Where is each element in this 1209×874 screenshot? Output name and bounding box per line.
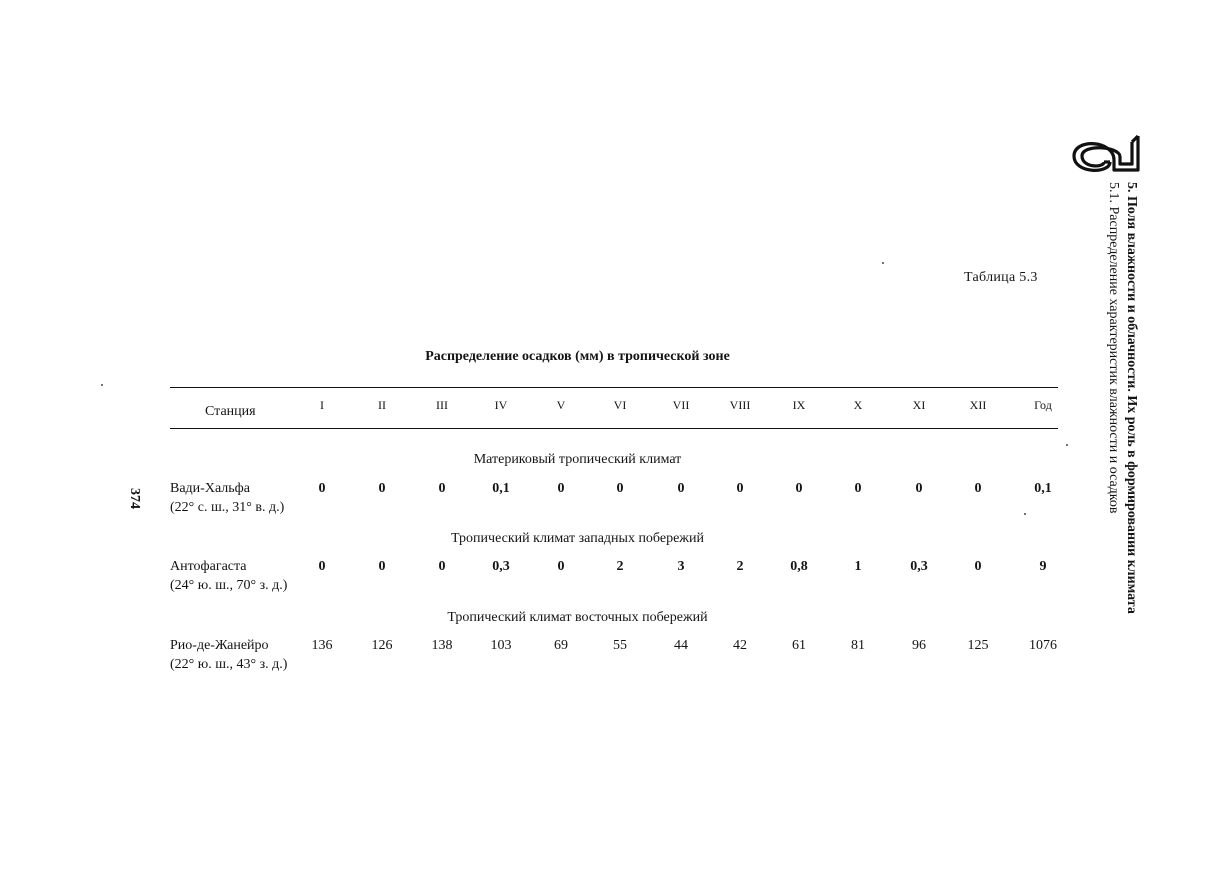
section-title: Материковый тропический климат — [473, 452, 682, 467]
table-cell: 0 — [378, 559, 386, 574]
table-cell: 3 — [677, 559, 685, 574]
station-coords: (24° ю. ш., 70° з. д.) — [170, 578, 288, 593]
table-title: Распределение осадков (мм) в тропической зоне — [425, 349, 730, 364]
table-cell: 0 — [318, 481, 326, 496]
table-cell: 0,8 — [790, 559, 808, 574]
header-month: X — [853, 398, 863, 412]
table-cell: 0 — [378, 481, 386, 496]
table-label: Таблица 5.3 — [964, 270, 1038, 285]
table-cell: 81 — [851, 638, 865, 653]
table-cell: 126 — [371, 638, 393, 653]
section-title: Тропический климат западных побережий — [451, 531, 704, 546]
table-cell: 0,3 — [492, 559, 510, 574]
table-cell: 0 — [915, 481, 923, 496]
table-cell: 2 — [736, 559, 744, 574]
scan-speck — [1066, 444, 1068, 446]
station-coords: (22° с. ш., 31° в. д.) — [170, 500, 285, 515]
table-cell: 0 — [438, 559, 446, 574]
table-cell: 0 — [557, 481, 565, 496]
running-title: 5. Поля влажности и облачности. Их роль в формировании климата — [1124, 182, 1139, 614]
running-head — [1105, 182, 1145, 652]
table-cell: 1076 — [1029, 638, 1057, 653]
table-cell: 0 — [438, 481, 446, 496]
table-cell: 61 — [792, 638, 806, 653]
scan-speck — [882, 262, 884, 264]
table-cell: 96 — [912, 638, 926, 653]
header-month: IV — [494, 398, 508, 412]
table-cell: 138 — [431, 638, 453, 653]
table-cell: 0 — [557, 559, 565, 574]
table-header-rule — [170, 428, 1058, 429]
table-header-row — [170, 398, 1058, 422]
table-cell: 0 — [795, 481, 803, 496]
table-cell: 0 — [677, 481, 685, 496]
station-name: Вади-Хальфа — [170, 481, 250, 496]
header-month: VI — [613, 398, 627, 412]
header-month: III — [436, 398, 448, 412]
table-cell: 136 — [311, 638, 333, 653]
table-cell: 0,1 — [492, 481, 510, 496]
header-month: I — [320, 398, 324, 412]
table-cell: 125 — [967, 638, 989, 653]
header-month: XII — [969, 398, 987, 412]
header-month: VII — [672, 398, 690, 412]
scan-speck — [101, 384, 103, 386]
table-row — [170, 481, 1058, 521]
header-month: XI — [912, 398, 926, 412]
header-month: II — [378, 398, 386, 412]
chapter-number-icon — [1070, 132, 1142, 178]
table-cell: 0 — [974, 481, 982, 496]
table-cell: 69 — [554, 638, 568, 653]
table-cell: 9 — [1039, 559, 1047, 574]
table-cell: 0 — [854, 481, 862, 496]
table-cell: 42 — [733, 638, 747, 653]
header-station: Станция — [205, 404, 256, 419]
table-row — [170, 638, 1058, 678]
table-cell: 55 — [613, 638, 627, 653]
table-cell: 2 — [616, 559, 624, 574]
table-cell: 44 — [674, 638, 688, 653]
scan-speck — [1024, 513, 1026, 515]
header-month: VIII — [729, 398, 751, 412]
header-year: Год — [1034, 398, 1052, 412]
table-cell: 0,3 — [910, 559, 928, 574]
header-month: V — [556, 398, 566, 412]
table-cell: 103 — [490, 638, 512, 653]
page-number: 374 — [127, 488, 142, 509]
table-row — [170, 559, 1058, 599]
table-cell: 0 — [974, 559, 982, 574]
section-title: Тропический климат восточных побережий — [447, 610, 708, 625]
header-month: IX — [792, 398, 806, 412]
running-subtitle: 5.1. Распределение характеристик влажности и осадков — [1106, 182, 1121, 514]
table-cell: 1 — [854, 559, 862, 574]
station-name: Рио-де-Жанейро — [170, 638, 269, 653]
station-coords: (22° ю. ш., 43° з. д.) — [170, 657, 288, 672]
table-cell: 0 — [616, 481, 624, 496]
table-top-rule — [170, 387, 1058, 388]
table-cell: 0,1 — [1034, 481, 1052, 496]
station-name: Антофагаста — [170, 559, 247, 574]
table-cell: 0 — [318, 559, 326, 574]
table-cell: 0 — [736, 481, 744, 496]
